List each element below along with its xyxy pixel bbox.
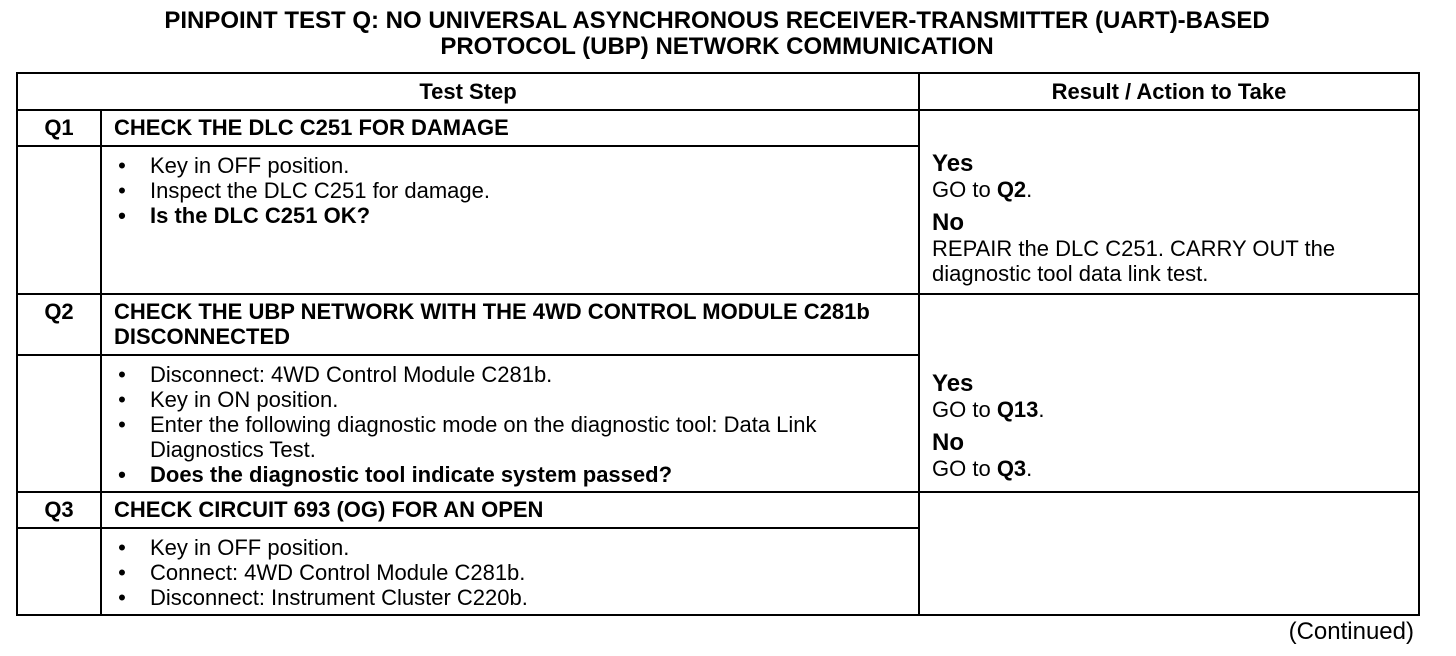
q3-heading-row [17, 492, 1419, 528]
q1-no-label: No [932, 209, 965, 236]
q1-step-2: • Inspect the DLC C251 for damage. [118, 178, 490, 203]
q2-step-1: • Disconnect: 4WD Control Module C281b. [118, 362, 553, 387]
column-header-test-step: Test Step [17, 73, 919, 110]
header-row [17, 73, 1419, 110]
q3-id: Q3 [17, 492, 101, 528]
q2-yes-label: Yes [932, 370, 974, 397]
q2-heading: CHECK THE UBP NETWORK WITH THE 4WD CONTROL MODULE C281b DISCONNECTED [101, 294, 919, 355]
q3-steps [101, 528, 919, 615]
q1-no-block [932, 210, 1408, 286]
q2-no-ref: Q3 [996, 456, 1027, 481]
q3-heading: CHECK CIRCUIT 693 (OG) FOR AN OPEN [101, 492, 919, 528]
title-line-2: PROTOCOL (UBP) NETWORK COMMUNICATION [440, 33, 994, 60]
q2-blank-cell [17, 355, 101, 492]
q2-yes-ref: Q13 [996, 397, 1039, 422]
q1-blank-cell [17, 146, 101, 294]
q3-blank-cell [17, 528, 101, 615]
q1-result [919, 110, 1419, 294]
continued-label: (Continued) [1288, 618, 1414, 645]
q3-step-2: • Connect: 4WD Control Module C281b. [118, 560, 526, 585]
q2-heading-row [17, 294, 1419, 355]
q2-step-3: • Enter the following diagnostic mode on the diagnostic tool: Data Link Diagnostics Test. [118, 412, 817, 462]
q1-step-1: • Key in OFF position. [118, 153, 350, 178]
page-title [16, 8, 1418, 60]
q1-yes-label: Yes [932, 150, 974, 177]
q1-yes-block [932, 151, 1408, 202]
q2-result [919, 294, 1419, 492]
q2-id: Q2 [17, 294, 101, 355]
q2-yes-block: Yes GO to Q13. [932, 371, 1408, 422]
q1-yes-prefix: GO to [932, 177, 997, 202]
q1-question: • Is the DLC C251 OK? [118, 203, 371, 228]
q3-step-3: • Disconnect: Instrument Cluster C220b. [118, 585, 528, 610]
q1-yes-suffix: . [1026, 177, 1033, 202]
q3-step-1: • Key in OFF position. [118, 535, 350, 560]
q2-steps [101, 355, 919, 492]
q1-heading: CHECK THE DLC C251 FOR DAMAGE [101, 110, 919, 146]
q1-heading-row [17, 110, 1419, 146]
q2-step-2: • Key in ON position. [118, 387, 339, 412]
q2-no-label: No [932, 429, 965, 456]
q2-question: • Does the diagnostic tool indicate system passed? [118, 462, 673, 487]
q1-id: Q1 [17, 110, 101, 146]
pinpoint-test-table [16, 72, 1420, 616]
q1-yes-ref: Q2 [996, 177, 1027, 202]
q3-result [919, 492, 1419, 615]
column-header-result: Result / Action to Take [919, 73, 1419, 110]
q1-steps [101, 146, 919, 294]
q2-no-block: No GO to Q3. [932, 430, 1408, 481]
q1-no-text: REPAIR the DLC C251. CARRY OUT the diagnostic tool data link test. [932, 236, 1336, 286]
title-line-1: PINPOINT TEST Q: NO UNIVERSAL ASYNCHRONOUS RECEIVER-TRANSMITTER (UART)-BASED [164, 7, 1270, 34]
